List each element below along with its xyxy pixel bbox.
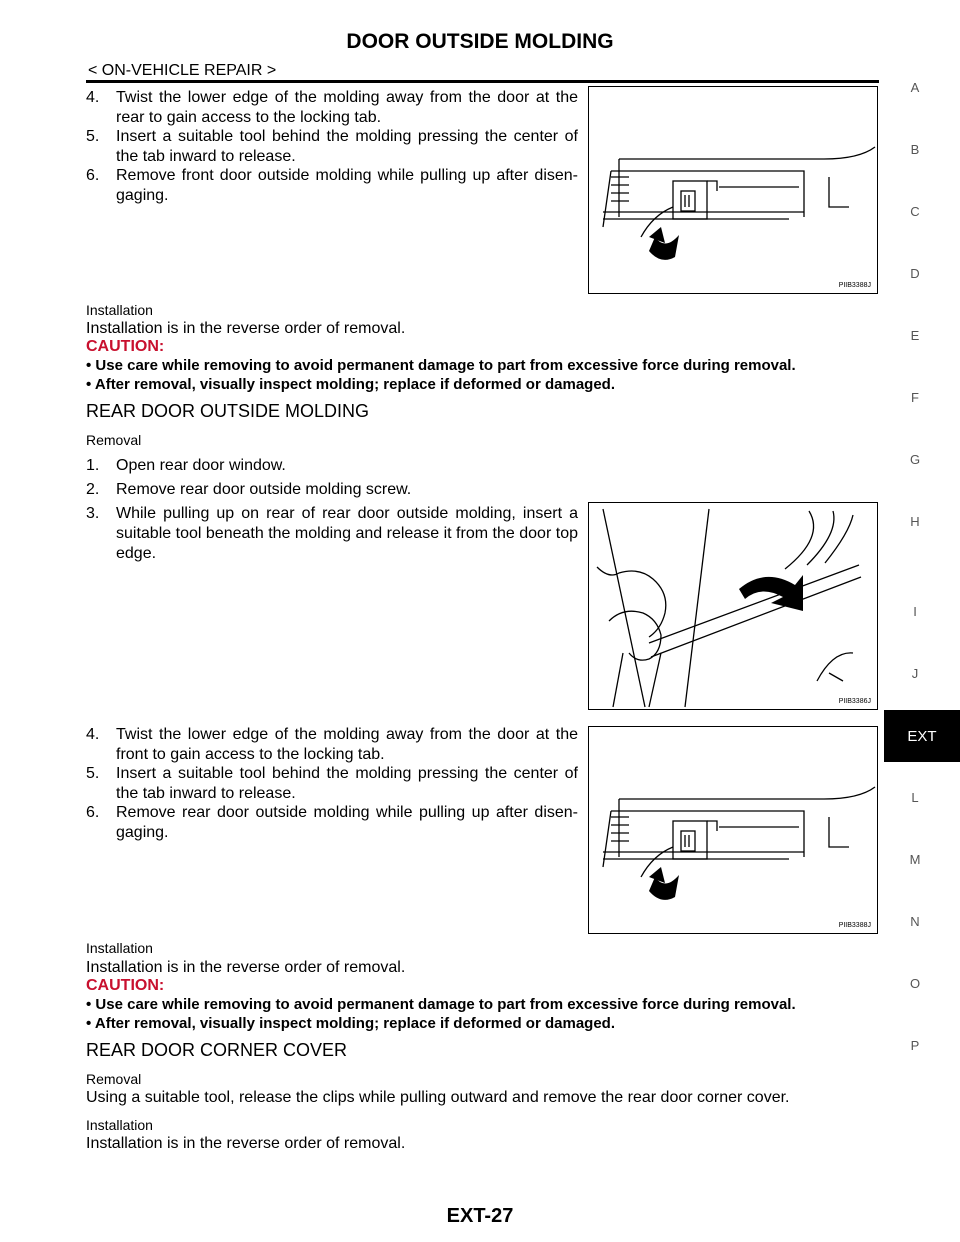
side-index-m[interactable]: M (909, 852, 921, 867)
rear-step-6 (86, 803, 578, 843)
figure-id: PIIB3388J (838, 922, 871, 929)
removal-text: Using a suitable tool, release the clips while pulling outward and remove the rear door corner cover. (86, 1089, 790, 1106)
rotate-arrow-icon (649, 875, 679, 900)
step-number: 6. (86, 167, 100, 184)
rear-step-4 (86, 725, 578, 765)
step-text: Twist the lower edge of the molding away from the door at the front to gain access to the locking tab. (116, 726, 578, 763)
header-rule (86, 80, 879, 83)
rear-molding-heading: REAR DOOR OUTSIDE MOLDING (86, 401, 370, 421)
molding-tab-illustration (589, 727, 877, 933)
front-step-4 (86, 88, 578, 128)
molding-release-illustration (589, 503, 877, 709)
side-index-c[interactable]: C (910, 204, 920, 219)
step-number: 1. (86, 457, 100, 474)
side-index-e[interactable]: E (910, 328, 920, 343)
figure-rear-molding-release (588, 502, 878, 710)
installation-text: Installation is in the reverse order of removal. (86, 1135, 406, 1152)
step-number: 2. (86, 481, 100, 498)
side-index-n[interactable]: N (910, 914, 920, 929)
corner-cover-heading: REAR DOOR CORNER COVER (86, 1040, 348, 1060)
side-index-h[interactable]: H (910, 514, 920, 529)
installation-text: Installation is in the reverse order of removal. (86, 320, 406, 337)
step-text: Open rear door window. (116, 457, 286, 474)
rear-step-5 (86, 764, 578, 804)
side-index-j[interactable]: J (911, 666, 919, 681)
page-number: EXT-27 (446, 1205, 514, 1227)
step-text: While pulling up on rear of rear door outside molding, insert a suitable tool beneath the molding and release it from the door top edge. (116, 505, 578, 562)
caution-bullet-1: • Use care while removing to avoid permanent damage to part from excessive force during removal. (86, 357, 796, 374)
step-number: 4. (86, 726, 100, 743)
caution-bullet-2: • After removal, visually inspect molding; replace if deformed or damaged. (86, 376, 615, 393)
side-index-o[interactable]: O (909, 976, 921, 991)
step-number: 5. (86, 128, 100, 145)
step-text: Remove front door outside molding while pulling up after disen-gaging. (116, 167, 578, 204)
side-index-d[interactable]: D (910, 266, 920, 281)
step-text: Twist the lower edge of the molding away from the door at the rear to gain access to the locking tab. (116, 89, 578, 126)
installation-heading: Installation (86, 940, 153, 956)
page-title: DOOR OUTSIDE MOLDING (346, 30, 614, 53)
rotate-arrow-icon (649, 235, 679, 260)
side-index-g[interactable]: G (909, 452, 921, 467)
step-number: 6. (86, 804, 100, 821)
caution-bullet-2: • After removal, visually inspect molding; replace if deformed or damaged. (86, 1015, 615, 1032)
step-number: 5. (86, 765, 100, 782)
step-text: Insert a suitable tool behind the molding pressing the center of the tab inward to release. (116, 128, 578, 165)
step-text: Insert a suitable tool behind the molding pressing the center of the tab inward to release. (116, 765, 578, 802)
step-number: 3. (86, 505, 100, 522)
side-index-i[interactable]: I (913, 604, 917, 619)
front-step-5 (86, 127, 578, 167)
side-index-b[interactable]: B (910, 142, 920, 157)
rear-step-3 (86, 504, 578, 564)
side-index-l[interactable]: L (911, 790, 919, 805)
caution-bullet-1: • Use care while removing to avoid permanent damage to part from excessive force during removal. (86, 996, 796, 1013)
front-step-6 (86, 166, 578, 206)
side-index-p[interactable]: P (910, 1038, 920, 1053)
step-text: Remove rear door outside molding screw. (116, 481, 412, 498)
installation-heading: Installation (86, 302, 153, 318)
removal-heading: Removal (86, 1071, 142, 1087)
figure-front-molding-tab (588, 86, 878, 294)
figure-id: PIIB3386J (838, 698, 871, 705)
side-index-f[interactable]: F (911, 390, 919, 405)
side-index-ext-active[interactable]: EXT (884, 710, 960, 762)
step-number: 4. (86, 89, 100, 106)
rear-step-1 (86, 456, 578, 476)
caution-label: CAUTION: (86, 338, 165, 355)
caution-label: CAUTION: (86, 977, 165, 994)
figure-id: PIIB3388J (838, 282, 871, 289)
installation-text: Installation is in the reverse order of removal. (86, 959, 406, 976)
rear-step-2 (86, 480, 578, 500)
removal-heading: Removal (86, 432, 142, 448)
section-tag: < ON-VEHICLE REPAIR > (88, 62, 277, 79)
side-index-a[interactable]: A (910, 80, 920, 95)
step-text: Remove rear door outside molding while pulling up after disen-gaging. (116, 804, 578, 841)
molding-tab-illustration (589, 87, 877, 293)
figure-rear-molding-tab (588, 726, 878, 934)
installation-heading: Installation (86, 1117, 153, 1133)
